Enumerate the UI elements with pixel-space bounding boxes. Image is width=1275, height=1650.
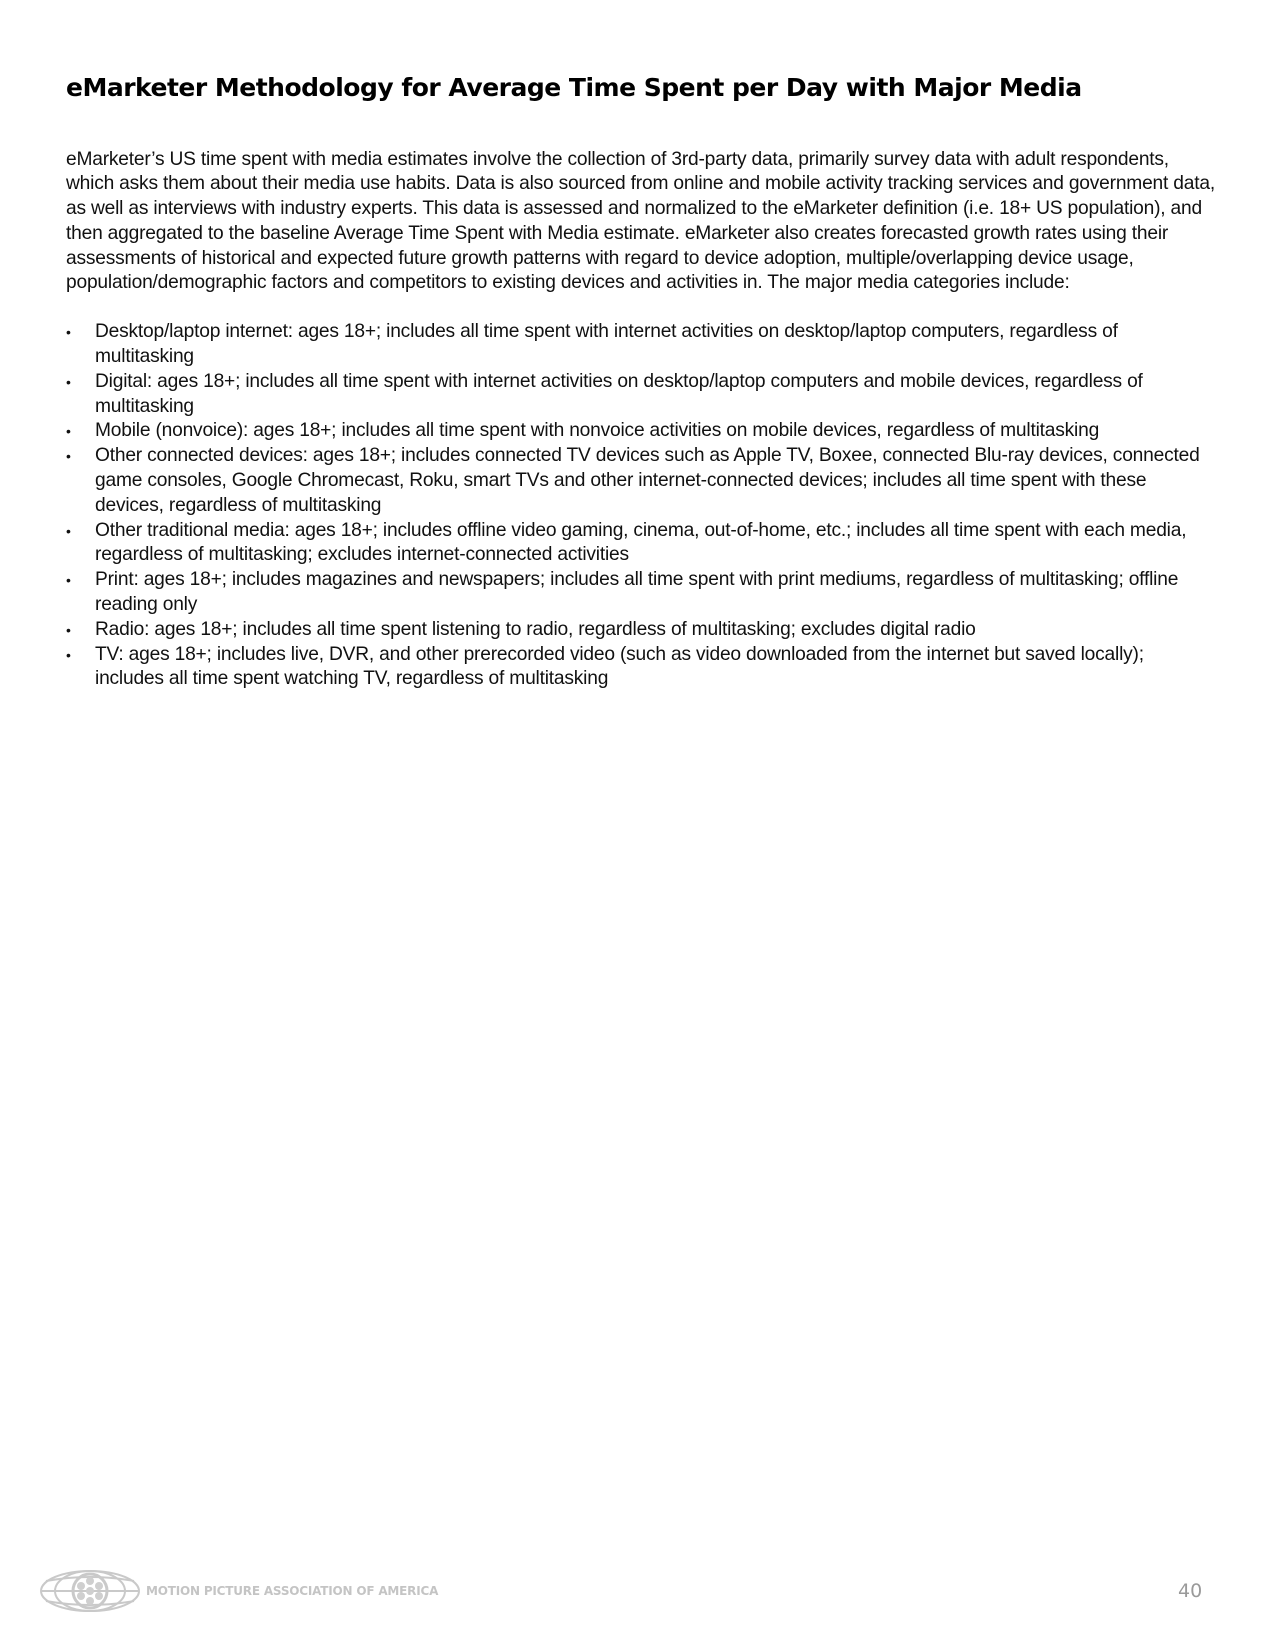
bullet-icon: • bbox=[66, 448, 71, 465]
list-item bbox=[66, 444, 1216, 518]
bullet-icon: • bbox=[66, 572, 71, 589]
intro-paragraph: eMarketer’s US time spent with media estimates involve the collection of 3rd-party data, primarily survey data with adult respondents, which asks them about their media use habits. Data is also sourced from online and mobile activity tracking services and government data, as well as interviews with industry experts. This data is assessed and normalized to the eMarketer definition (i.e. 18+ US population), and then aggregated to the baseline Average Time Spent with Media estimate. eMarketer also creates forecasted growth rates using their assessments of historical and expected future growth patterns with regard to device adoption, multiple/overlapping device usage, population/demographic factors and competitors to existing devices and activities in. The major media categories include: bbox=[66, 148, 1215, 294]
list-item-text: Mobile (nonvoice): ages 18+; includes all time spent with nonvoice activities on mobile devices, regardless of multitasking bbox=[95, 420, 1100, 442]
bullet-icon: • bbox=[66, 621, 71, 638]
list-item bbox=[66, 419, 1216, 444]
list-item bbox=[66, 519, 1216, 569]
list-item-text: Radio: ages 18+; includes all time spent listening to radio, regardless of multitasking; excludes digital radio bbox=[95, 618, 976, 640]
document-page bbox=[66, 72, 1216, 692]
logo-text: MOTION PICTURE ASSOCIATION OF AMERICA bbox=[146, 1584, 439, 1598]
bullet-icon: • bbox=[66, 522, 71, 539]
bullet-icon: • bbox=[66, 373, 71, 390]
document-title: eMarketer Methodology for Average Time Spent per Day with Major Media bbox=[66, 73, 1082, 102]
bullet-icon: • bbox=[66, 324, 71, 341]
media-categories-list bbox=[66, 320, 1216, 692]
list-item bbox=[66, 618, 1216, 643]
bullet-icon: • bbox=[66, 423, 71, 440]
list-item bbox=[66, 643, 1216, 693]
bullet-icon: • bbox=[66, 646, 71, 663]
list-item-text: Desktop/laptop internet: ages 18+; includes all time spent with internet activities on desktop/laptop computers, regardless of multitasking bbox=[95, 321, 1118, 368]
list-item-text: Print: ages 18+; includes magazines and newspapers; includes all time spent with print mediums, regardless of multitasking; offline reading only bbox=[95, 569, 1179, 616]
list-item-text: Digital: ages 18+; includes all time spent with internet activities on desktop/laptop computers and mobile devices, regardless of multitasking bbox=[95, 370, 1143, 417]
list-item-text: TV: ages 18+; includes live, DVR, and other prerecorded video (such as video downloaded from the internet but saved locally); includes all time spent watching TV, regardless of multitasking bbox=[95, 643, 1144, 690]
list-item-text: Other traditional media: ages 18+; includes offline video gaming, cinema, out-of-home, etc.; includes all time spent with each media, regardless of multitasking; excludes internet-connected activities bbox=[95, 519, 1187, 566]
globe-reel-icon bbox=[38, 1568, 142, 1614]
page-number: 40 bbox=[1178, 1580, 1203, 1602]
list-item-text: Other connected devices: ages 18+; includes connected TV devices such as Apple TV, Boxee, connected Blu-ray devices, connected game consoles, Google Chromecast, Roku, smart TVs and other internet-connected devices; includes all time spent with these devices, regardless of multitasking bbox=[95, 445, 1200, 516]
list-item bbox=[66, 370, 1216, 420]
mpaa-logo bbox=[38, 1568, 438, 1614]
list-item bbox=[66, 320, 1216, 370]
list-item bbox=[66, 568, 1216, 618]
